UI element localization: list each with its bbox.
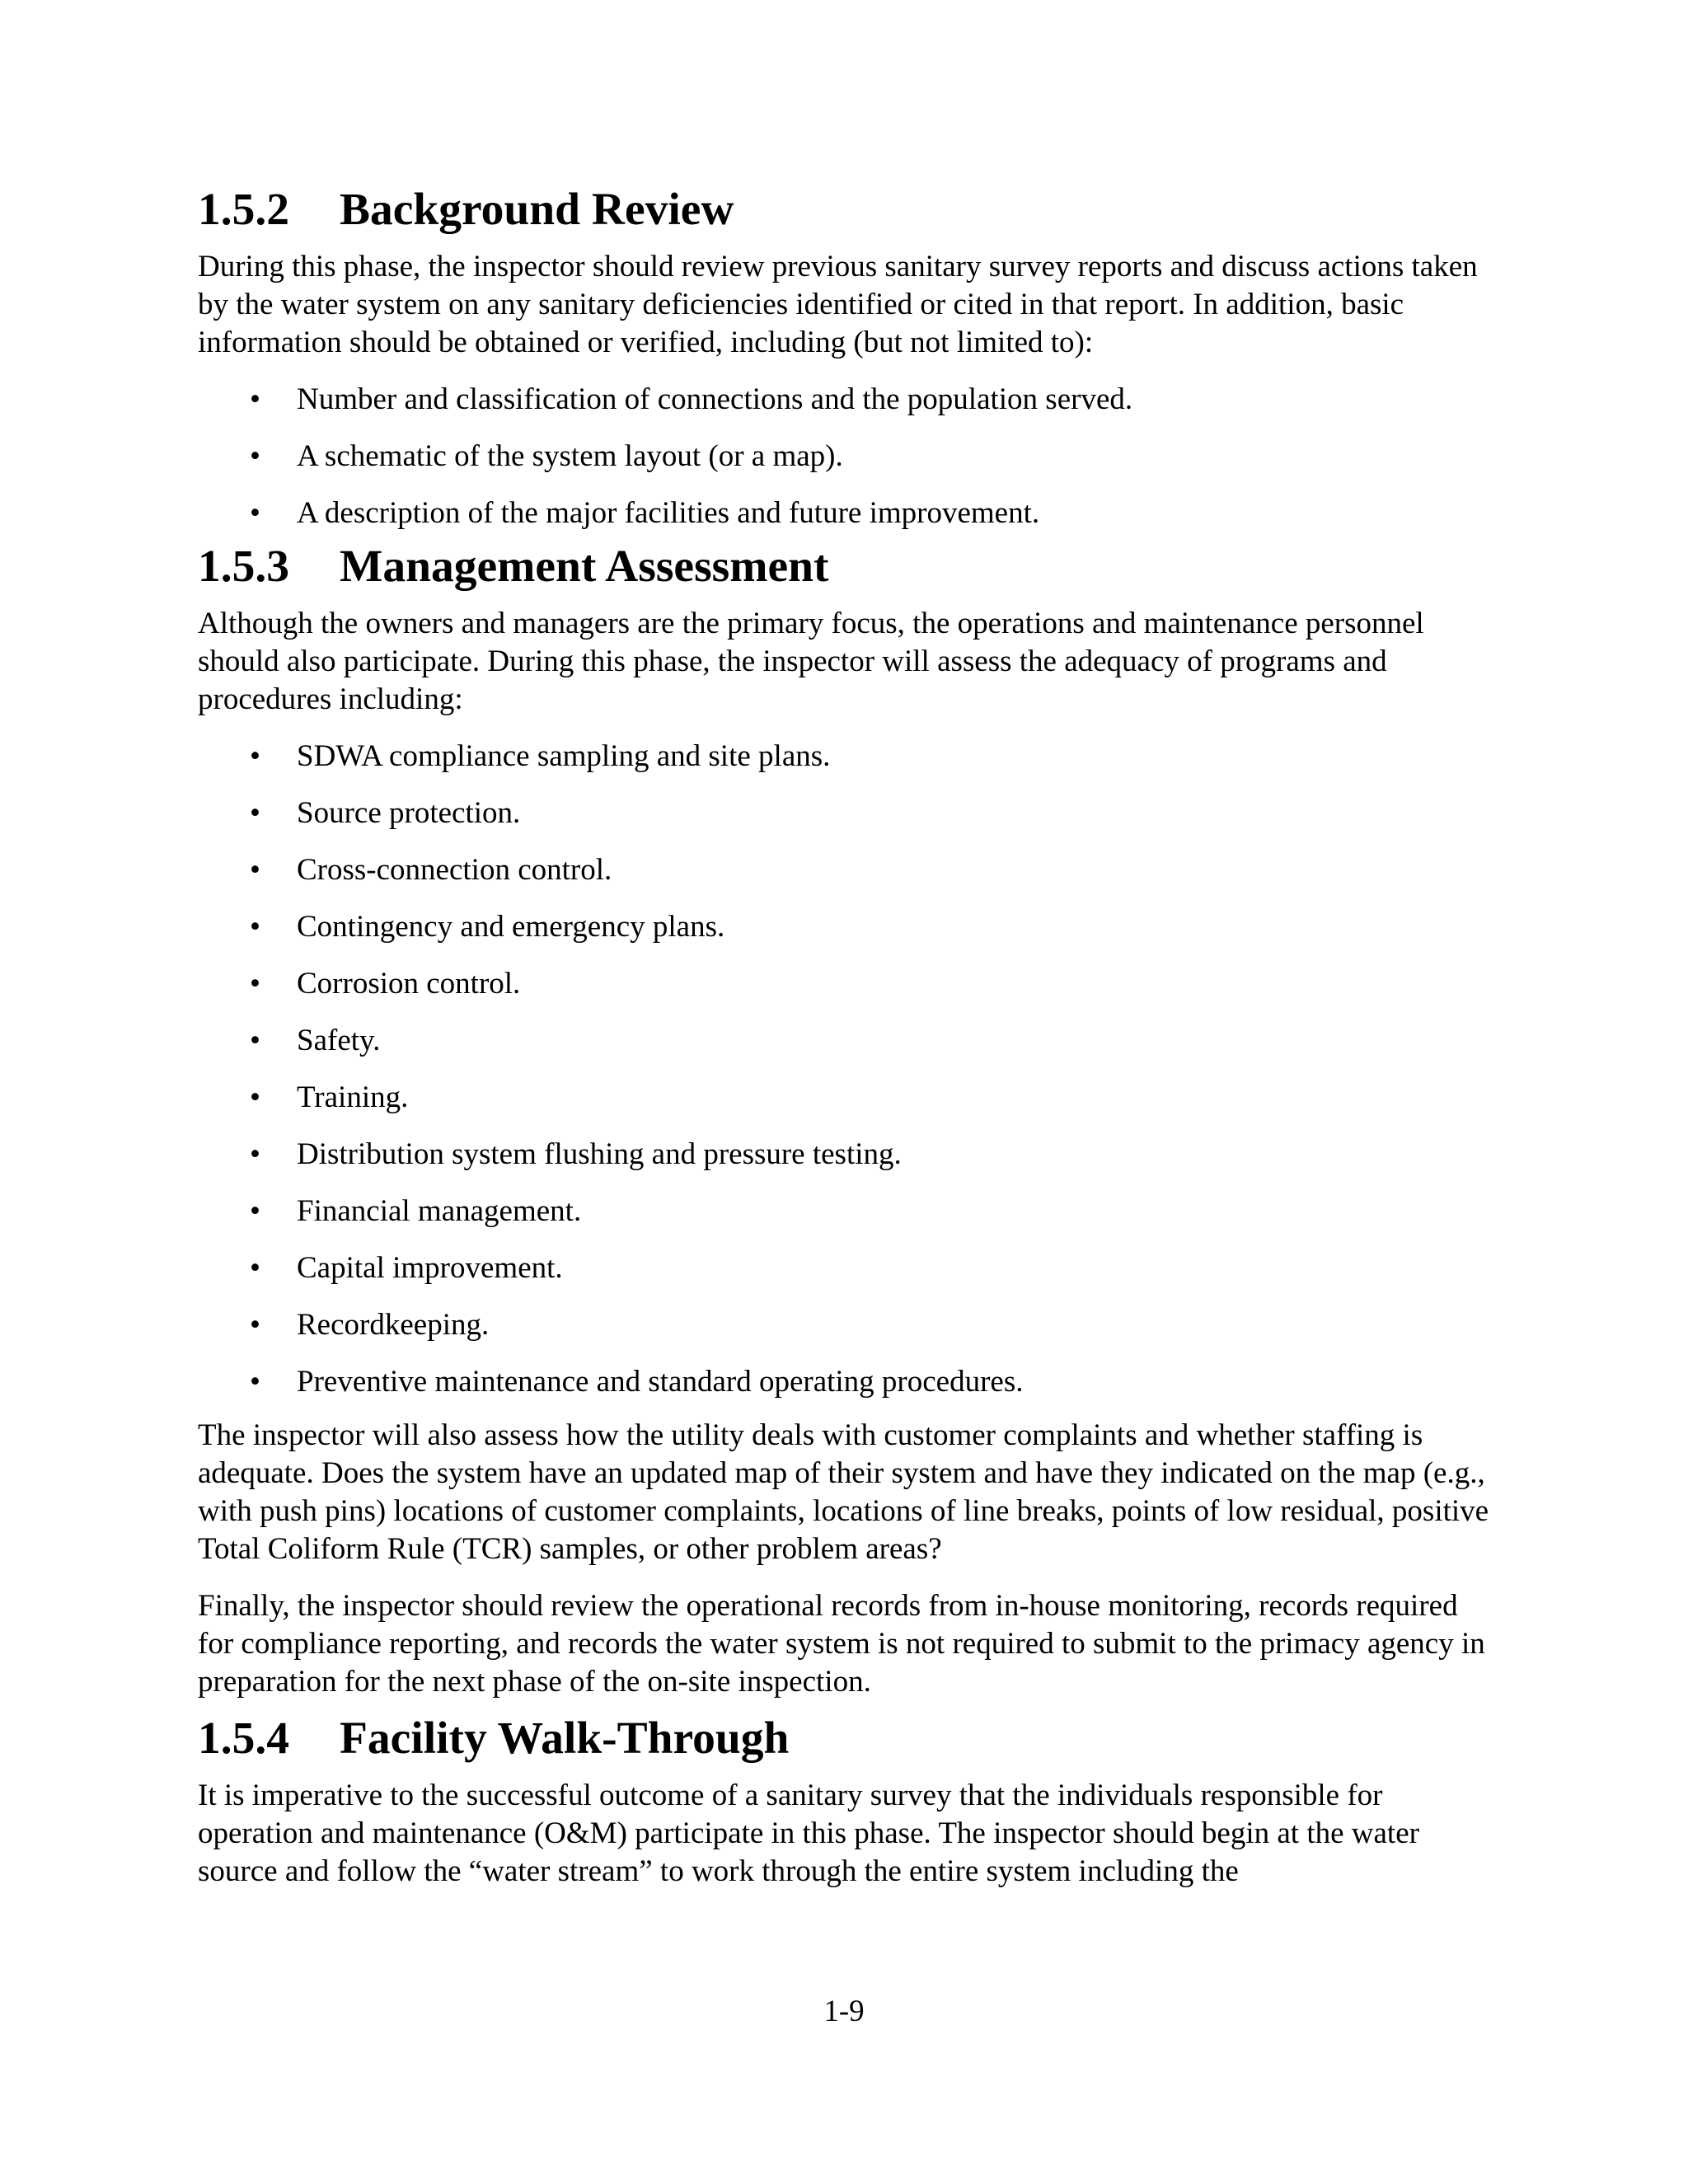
bullet-icon: • xyxy=(250,1251,260,1285)
section-heading-1-5-3 xyxy=(198,541,1500,592)
section-heading-1-5-2 xyxy=(198,185,1500,235)
section-title: Management Assessment xyxy=(340,541,829,592)
list-item: • Preventive maintenance and standard operating procedures. xyxy=(198,1363,1500,1401)
bullet-icon: • xyxy=(250,739,260,773)
list-item: • Corrosion control. xyxy=(198,965,1500,1003)
list-item: • Capital improvement. xyxy=(198,1249,1500,1287)
section-title: Background Review xyxy=(340,185,734,235)
list-item: • Financial management. xyxy=(198,1193,1500,1230)
bullet-list-management xyxy=(198,738,1500,1401)
list-item: • Number and classification of connections and the population served. xyxy=(198,381,1500,419)
bullet-icon: • xyxy=(250,967,260,1001)
bullet-icon: • xyxy=(250,496,260,530)
bullet-icon: • xyxy=(250,1365,260,1399)
list-item: • SDWA compliance sampling and site plans. xyxy=(198,738,1500,776)
document-page xyxy=(198,185,1500,1891)
list-item: • Training. xyxy=(198,1079,1500,1117)
bullet-icon: • xyxy=(250,1308,260,1342)
bullet-icon: • xyxy=(250,796,260,830)
list-item: • Recordkeeping. xyxy=(198,1306,1500,1344)
list-item: • Distribution system flushing and pressure testing. xyxy=(198,1136,1500,1174)
bullet-icon: • xyxy=(250,910,260,944)
bullet-icon: • xyxy=(250,1194,260,1228)
page-number: 1-9 xyxy=(823,1994,865,2028)
paragraph-walkthrough-intro: It is imperative to the successful outcome of a sanitary survey that the individuals responsible for operation and maintenance (O&M) participate in this phase. The inspector should begin at the water source and follow the “water stream” to work through the entire system including the xyxy=(198,1779,1419,1888)
list-item: • Cross-connection control. xyxy=(198,851,1500,889)
section-number: 1.5.4 xyxy=(198,1713,289,1764)
paragraph-management-intro: Although the owners and managers are the primary focus, the operations and maintenance personnel should also participate. During this phase, the inspector will assess the adequacy of programs and procedures including: xyxy=(198,607,1424,716)
bullet-icon: • xyxy=(250,1080,260,1114)
list-item: • Contingency and emergency plans. xyxy=(198,908,1500,946)
list-item: • Safety. xyxy=(198,1022,1500,1060)
bullet-list-background xyxy=(198,381,1500,532)
paragraph-records: Finally, the inspector should review the operational records from in-house monitoring, records required for compliance reporting, and records the water system is not required to submit to the primacy agency in preparation for the next phase of the on-site inspection. xyxy=(198,1589,1485,1699)
bullet-icon: • xyxy=(250,1024,260,1057)
list-item: • A description of the major facilities and future improvement. xyxy=(198,494,1500,532)
section-heading-1-5-4 xyxy=(198,1713,1500,1764)
bullet-icon: • xyxy=(250,382,260,416)
bullet-icon: • xyxy=(250,439,260,473)
list-item: • A schematic of the system layout (or a map). xyxy=(198,438,1500,476)
bullet-icon: • xyxy=(250,853,260,887)
paragraph-background-intro: During this phase, the inspector should review previous sanitary survey reports and discuss actions taken by the water system on any sanitary deficiencies identified or cited in that report. In addition, basic information should be obtained or verified, including (but not limited to): xyxy=(198,250,1478,359)
section-number: 1.5.3 xyxy=(198,541,289,592)
section-number: 1.5.2 xyxy=(198,185,289,235)
paragraph-complaints: The inspector will also assess how the utility deals with customer complaints and whether staffing is adequate. Does the system have an updated map of their system and have they indicated on the map (e.g., with push pins) locations of customer complaints, locations of line breaks, points of low residual, positive Total Coliform Rule (TCR) samples, or other problem areas? xyxy=(198,1418,1489,1566)
bullet-icon: • xyxy=(250,1137,260,1171)
list-item: • Source protection. xyxy=(198,794,1500,832)
section-title: Facility Walk-Through xyxy=(340,1713,790,1764)
